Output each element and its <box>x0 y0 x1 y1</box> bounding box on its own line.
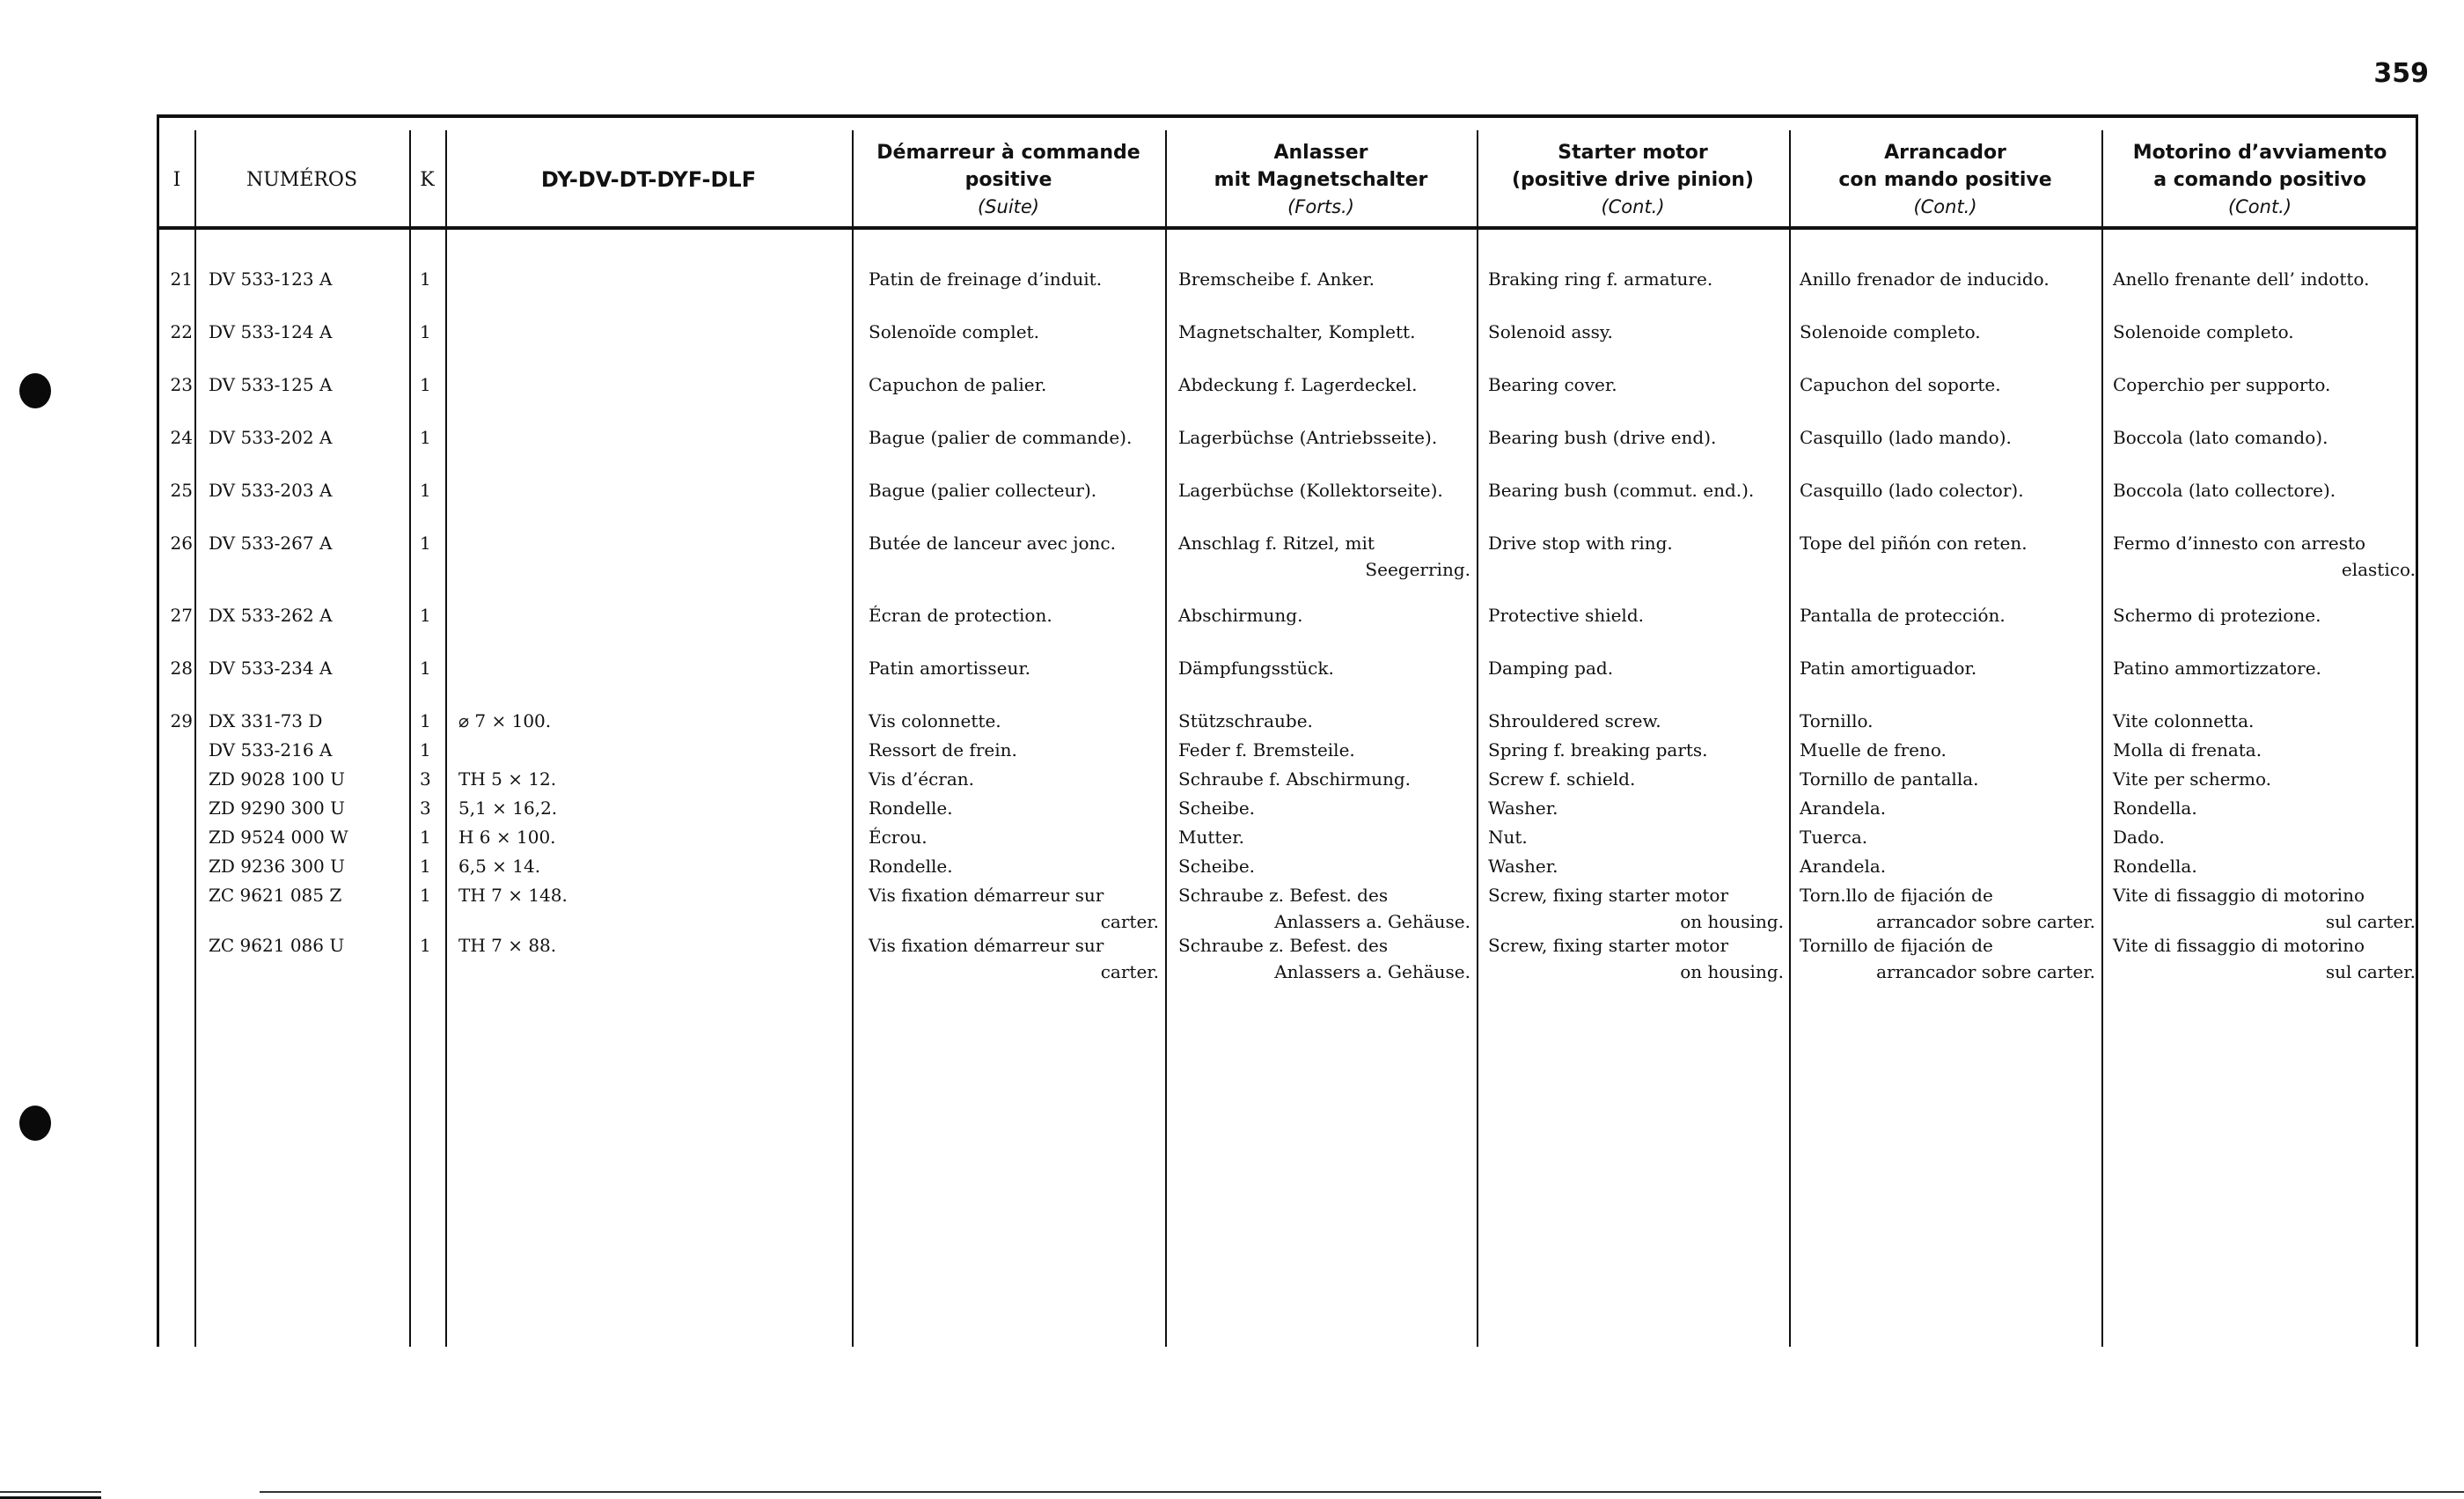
desc-line: Scheibe. <box>1178 856 1256 877</box>
col-divider <box>1165 130 1167 1347</box>
header-english-line1: Starter motor <box>1558 141 1708 164</box>
header-models <box>445 136 852 224</box>
desc-line: Écran de protection. <box>869 605 1052 626</box>
desc-line: Vite di fissaggio di motorino <box>2113 885 2365 906</box>
cell-pn: ZD 9290 300 U <box>209 797 345 819</box>
cell-desc-it <box>2113 882 2416 935</box>
cell-desc-it <box>2113 371 2416 398</box>
cell-pn: ZC 9621 085 Z <box>209 885 342 906</box>
cell-desc-it <box>2113 655 2416 681</box>
desc-line: Lagerbüchse (Antriebsseite). <box>1178 427 1438 448</box>
desc-line: Casquillo (lado colector). <box>1800 480 2024 501</box>
desc-line: Solenoïde complet. <box>869 321 1039 342</box>
cell-idx: 26 <box>170 533 193 554</box>
desc-line: Tuerca. <box>1800 827 1868 848</box>
col-divider <box>1789 130 1791 1347</box>
desc-line: Patin de freinage d’induit. <box>869 268 1103 290</box>
desc-line: Spring f. breaking parts. <box>1488 739 1708 761</box>
cell-idx: 29 <box>170 710 193 731</box>
desc-line: arrancador sobre carter. <box>1876 911 2095 932</box>
header-italian-line2: a comando positivo <box>2153 168 2366 191</box>
cell-desc-de <box>1178 766 1470 792</box>
cell-desc-fr <box>869 319 1159 345</box>
desc-line: Drive stop with ring. <box>1488 533 1673 554</box>
cell-desc-es <box>1800 795 2095 821</box>
desc-line: Rondelle. <box>869 797 953 819</box>
cell-pn: ZD 9236 300 U <box>209 856 345 877</box>
cell-desc-it <box>2113 477 2416 503</box>
cell-desc-en <box>1488 530 1784 556</box>
cell-desc-de <box>1178 932 1470 985</box>
cell-k: 1 <box>420 935 431 956</box>
punch-hole-top <box>19 373 51 408</box>
header-spanish <box>1789 136 2101 224</box>
desc-line: Schermo di protezione. <box>2113 605 2321 626</box>
header-italian-line1: Motorino d’avviamento <box>2132 141 2387 164</box>
cell-spec: 6,5 × 14. <box>458 856 541 877</box>
cell-desc-en <box>1488 932 1784 985</box>
desc-line: Vite per schermo. <box>2113 768 2272 790</box>
header-english-line2: (positive drive pinion) <box>1512 168 1754 191</box>
cell-desc-it <box>2113 530 2416 583</box>
cell-desc-en <box>1488 319 1784 345</box>
cell-pn: DV 533-124 A <box>209 321 333 342</box>
cell-desc-fr <box>869 882 1159 935</box>
cell-spec: TH 7 × 88. <box>458 935 557 956</box>
desc-line: arrancador sobre carter. <box>1876 961 2095 982</box>
desc-line: Pantalla de protección. <box>1800 605 2006 626</box>
cell-k: 1 <box>420 533 431 554</box>
cell-desc-es <box>1800 824 2095 850</box>
cell-k: 1 <box>420 374 431 395</box>
cell-desc-es <box>1800 655 2095 681</box>
desc-line: elastico. <box>2341 559 2416 580</box>
cell-desc-fr <box>869 530 1159 556</box>
cell-k: 1 <box>420 739 431 761</box>
header-english <box>1477 136 1789 224</box>
desc-line: Bearing cover. <box>1488 374 1617 395</box>
cell-pn: DV 533-202 A <box>209 427 333 448</box>
cell-desc-en <box>1488 371 1784 398</box>
desc-line: Bearing bush (commut. end.). <box>1488 480 1755 501</box>
cell-k: 3 <box>420 797 431 819</box>
col-divider <box>1477 130 1478 1347</box>
desc-line: Lagerbüchse (Kollektorseite). <box>1178 480 1443 501</box>
cell-desc-en <box>1488 655 1784 681</box>
col-divider <box>409 130 411 1347</box>
desc-line: Arandela. <box>1800 797 1887 819</box>
cell-desc-fr <box>869 655 1159 681</box>
cell-desc-it <box>2113 602 2416 628</box>
col-divider <box>2101 130 2103 1347</box>
cell-desc-es <box>1800 371 2095 398</box>
desc-line: Bague (palier collecteur). <box>869 480 1097 501</box>
cell-desc-fr <box>869 932 1159 985</box>
desc-line: Seegerring. <box>1365 559 1470 580</box>
desc-line: Anlassers a. Gehäuse. <box>1274 961 1470 982</box>
header-italian-sub: (Cont.) <box>2227 195 2292 217</box>
cell-desc-es <box>1800 766 2095 792</box>
desc-line: Coperchio per supporto. <box>2113 374 2331 395</box>
cell-desc-es <box>1800 477 2095 503</box>
cell-desc-it <box>2113 737 2416 763</box>
cell-desc-de <box>1178 602 1470 628</box>
cell-desc-fr <box>869 424 1159 451</box>
desc-line: Stützschraube. <box>1178 710 1313 731</box>
desc-line: Capuchon de palier. <box>869 374 1047 395</box>
desc-line: Anschlag f. Ritzel, mit <box>1178 533 1375 554</box>
cell-spec: TH 7 × 148. <box>458 885 568 906</box>
cell-desc-it <box>2113 766 2416 792</box>
header-spanish-line2: con mando positive <box>1838 168 2052 191</box>
desc-line: Dado. <box>2113 827 2165 848</box>
desc-line: on housing. <box>1680 961 1784 982</box>
col-divider <box>852 130 854 1347</box>
header-french-sub: (Suite) <box>977 195 1039 217</box>
cell-desc-en <box>1488 477 1784 503</box>
cell-desc-es <box>1800 737 2095 763</box>
desc-line: Rondella. <box>2113 856 2197 877</box>
cell-desc-it <box>2113 266 2416 292</box>
header-english-sub: (Cont.) <box>1601 195 1665 217</box>
cell-k: 1 <box>420 710 431 731</box>
cell-desc-it <box>2113 319 2416 345</box>
cell-idx: 28 <box>170 658 193 679</box>
cell-desc-fr <box>869 737 1159 763</box>
cell-desc-it <box>2113 708 2416 734</box>
cell-desc-fr <box>869 766 1159 792</box>
cell-k: 1 <box>420 427 431 448</box>
desc-line: Tornillo. <box>1800 710 1874 731</box>
cell-pn: DV 533-267 A <box>209 533 333 554</box>
cell-desc-fr <box>869 708 1159 734</box>
desc-line: Bremscheibe f. Anker. <box>1178 268 1375 290</box>
header-numbers: NUMÉROS <box>246 168 358 191</box>
cell-pn: DV 533-203 A <box>209 480 333 501</box>
cell-desc-en <box>1488 766 1784 792</box>
cell-desc-de <box>1178 266 1470 292</box>
desc-line: Butée de lanceur avec jonc. <box>869 533 1116 554</box>
cell-idx: 22 <box>170 321 193 342</box>
cell-desc-en <box>1488 266 1784 292</box>
cell-idx: 21 <box>170 268 193 290</box>
desc-line: Feder f. Bremsteile. <box>1178 739 1355 761</box>
desc-line: Vite di fissaggio di motorino <box>2113 935 2365 956</box>
cell-desc-es <box>1800 530 2095 556</box>
cell-desc-en <box>1488 824 1784 850</box>
desc-line: Casquillo (lado mando). <box>1800 427 2012 448</box>
header-italian <box>2101 136 2418 224</box>
desc-line: Rondella. <box>2113 797 2197 819</box>
desc-line: Shrouldered screw. <box>1488 710 1661 731</box>
desc-line: Capuchon del soporte. <box>1800 374 2001 395</box>
desc-line: Molla di frenata. <box>2113 739 2262 761</box>
cell-desc-de <box>1178 655 1470 681</box>
desc-line: sul carter. <box>2325 911 2416 932</box>
desc-line: Muelle de freno. <box>1800 739 1947 761</box>
cell-k: 1 <box>420 856 431 877</box>
header-german-sub: (Forts.) <box>1287 195 1354 217</box>
cell-desc-it <box>2113 853 2416 879</box>
cell-desc-it <box>2113 424 2416 451</box>
header-models-label: DY-DV-DT-DYF-DLF <box>540 166 757 192</box>
header-french <box>852 136 1165 224</box>
desc-line: Protective shield. <box>1488 605 1644 626</box>
desc-line: Arandela. <box>1800 856 1887 877</box>
cell-desc-es <box>1800 602 2095 628</box>
parts-table <box>157 114 2418 1347</box>
header-german-line1: Anlasser <box>1273 141 1368 164</box>
cell-desc-en <box>1488 737 1784 763</box>
desc-line: Schraube f. Abschirmung. <box>1178 768 1411 790</box>
cell-desc-it <box>2113 932 2416 985</box>
cell-spec: 5,1 × 16,2. <box>458 797 558 819</box>
desc-line: Bearing bush (drive end). <box>1488 427 1717 448</box>
desc-line: Scheibe. <box>1178 797 1256 819</box>
cell-desc-de <box>1178 882 1470 935</box>
desc-line: Vis d’écran. <box>869 768 975 790</box>
desc-line: Bague (palier de commande). <box>869 427 1133 448</box>
cell-pn: DV 533-234 A <box>209 658 333 679</box>
footer-rule-short <box>0 1491 101 1493</box>
cell-pn: ZD 9028 100 U <box>209 768 345 790</box>
desc-line: Rondelle. <box>869 856 953 877</box>
desc-line: Abschirmung. <box>1178 605 1303 626</box>
desc-line: Screw, fixing starter motor <box>1488 935 1729 956</box>
desc-line: Solenoide completo. <box>2113 321 2294 342</box>
cell-desc-de <box>1178 795 1470 821</box>
cell-pn: ZC 9621 086 U <box>209 935 345 956</box>
cell-pn: DV 533-216 A <box>209 739 333 761</box>
desc-line: Nut. <box>1488 827 1528 848</box>
desc-line: Dämpfungsstück. <box>1178 658 1334 679</box>
header-index: I <box>172 168 181 191</box>
desc-line: Tornillo de pantalla. <box>1800 768 1979 790</box>
cell-k: 1 <box>420 268 431 290</box>
cell-desc-en <box>1488 853 1784 879</box>
cell-desc-fr <box>869 477 1159 503</box>
cell-desc-de <box>1178 530 1470 583</box>
desc-line: Schraube z. Befest. des <box>1178 935 1389 956</box>
cell-desc-de <box>1178 424 1470 451</box>
cell-desc-de <box>1178 477 1470 503</box>
cell-desc-es <box>1800 424 2095 451</box>
desc-line: Mutter. <box>1178 827 1244 848</box>
cell-desc-fr <box>869 266 1159 292</box>
cell-desc-en <box>1488 882 1784 935</box>
header-french-line1: Démarreur à commande <box>876 141 1140 164</box>
punch-hole-bottom <box>19 1106 51 1141</box>
cell-desc-es <box>1800 932 2095 985</box>
cell-desc-fr <box>869 371 1159 398</box>
cell-k: 1 <box>420 885 431 906</box>
cell-desc-fr <box>869 795 1159 821</box>
cell-k: 1 <box>420 658 431 679</box>
desc-line: Vite colonnetta. <box>2113 710 2255 731</box>
desc-line: Anello frenante dell’ indotto. <box>2113 268 2370 290</box>
desc-line: Anillo frenador de inducido. <box>1800 268 2050 290</box>
cell-desc-de <box>1178 824 1470 850</box>
header-german-line2: mit Magnetschalter <box>1214 168 1428 191</box>
desc-line: Braking ring f. armature. <box>1488 268 1713 290</box>
cell-k: 1 <box>420 480 431 501</box>
page-number: 359 <box>2373 58 2429 89</box>
cell-k: 1 <box>420 827 431 848</box>
desc-line: Ressort de frein. <box>869 739 1017 761</box>
col-divider <box>194 130 196 1347</box>
cell-k: 1 <box>420 605 431 626</box>
header-spanish-line1: Arrancador <box>1884 141 2006 164</box>
desc-line: Patin amortisseur. <box>869 658 1031 679</box>
desc-line: Screw f. schield. <box>1488 768 1636 790</box>
cell-desc-en <box>1488 795 1784 821</box>
desc-line: Vis colonnette. <box>869 710 1001 731</box>
header-k: K <box>420 168 435 191</box>
cell-k: 1 <box>420 321 431 342</box>
header-spanish-sub: (Cont.) <box>1913 195 1977 217</box>
header-rule <box>159 226 2416 230</box>
col-divider <box>445 130 447 1347</box>
desc-line: Anlassers a. Gehäuse. <box>1274 911 1470 932</box>
cell-desc-fr <box>869 824 1159 850</box>
cell-spec: TH 5 × 12. <box>458 768 557 790</box>
header-french-line2: positive <box>964 168 1052 191</box>
footer-rule-long <box>260 1491 2464 1493</box>
desc-line: Solenoid assy. <box>1488 321 1613 342</box>
cell-k: 3 <box>420 768 431 790</box>
desc-line: Écrou. <box>869 827 928 848</box>
desc-line: Patino ammortizzatore. <box>2113 658 2321 679</box>
cell-pn: DV 533-125 A <box>209 374 333 395</box>
desc-line: Vis fixation démarreur sur <box>869 935 1104 956</box>
cell-desc-de <box>1178 737 1470 763</box>
header-german <box>1165 136 1477 224</box>
desc-line: Patin amortiguador. <box>1800 658 1977 679</box>
cell-desc-fr <box>869 853 1159 879</box>
cell-desc-en <box>1488 602 1784 628</box>
cell-desc-fr <box>869 602 1159 628</box>
cell-pn: DV 533-123 A <box>209 268 333 290</box>
cell-desc-de <box>1178 853 1470 879</box>
cell-idx: 23 <box>170 374 193 395</box>
cell-idx: 24 <box>170 427 193 448</box>
cell-desc-es <box>1800 319 2095 345</box>
cell-desc-es <box>1800 882 2095 935</box>
desc-line: Tope del piñón con reten. <box>1800 533 2028 554</box>
desc-line: Boccola (lato comando). <box>2113 427 2328 448</box>
desc-line: Tornillo de fijación de <box>1800 935 1993 956</box>
cell-desc-de <box>1178 371 1470 398</box>
cell-spec: ⌀ 7 × 100. <box>458 710 552 731</box>
desc-line: Fermo d’innesto con arresto <box>2113 533 2366 554</box>
cell-pn: DX 331-73 D <box>209 710 323 731</box>
desc-line: Solenoide completo. <box>1800 321 1981 342</box>
desc-line: Screw, fixing starter motor <box>1488 885 1729 906</box>
cell-pn: ZD 9524 000 W <box>209 827 348 848</box>
desc-line: carter. <box>1100 911 1159 932</box>
desc-line: carter. <box>1100 961 1159 982</box>
desc-line: Torn.llo de fijación de <box>1800 885 1993 906</box>
cell-desc-es <box>1800 266 2095 292</box>
desc-line: on housing. <box>1680 911 1784 932</box>
cell-desc-en <box>1488 708 1784 734</box>
cell-desc-en <box>1488 424 1784 451</box>
cell-desc-it <box>2113 824 2416 850</box>
cell-spec: H 6 × 100. <box>458 827 556 848</box>
cell-pn: DX 533-262 A <box>209 605 333 626</box>
desc-line: Abdeckung f. Lagerdeckel. <box>1178 374 1418 395</box>
desc-line: Magnetschalter, Komplett. <box>1178 321 1416 342</box>
desc-line: Boccola (lato collectore). <box>2113 480 2336 501</box>
cell-desc-it <box>2113 795 2416 821</box>
desc-line: Washer. <box>1488 797 1558 819</box>
cell-idx: 27 <box>170 605 193 626</box>
desc-line: Schraube z. Befest. des <box>1178 885 1389 906</box>
cell-desc-es <box>1800 708 2095 734</box>
cell-desc-de <box>1178 319 1470 345</box>
cell-idx: 25 <box>170 480 193 501</box>
desc-line: Vis fixation démarreur sur <box>869 885 1104 906</box>
desc-line: Washer. <box>1488 856 1558 877</box>
desc-line: Damping pad. <box>1488 658 1614 679</box>
cell-desc-es <box>1800 853 2095 879</box>
desc-line: sul carter. <box>2325 961 2416 982</box>
cell-desc-de <box>1178 708 1470 734</box>
